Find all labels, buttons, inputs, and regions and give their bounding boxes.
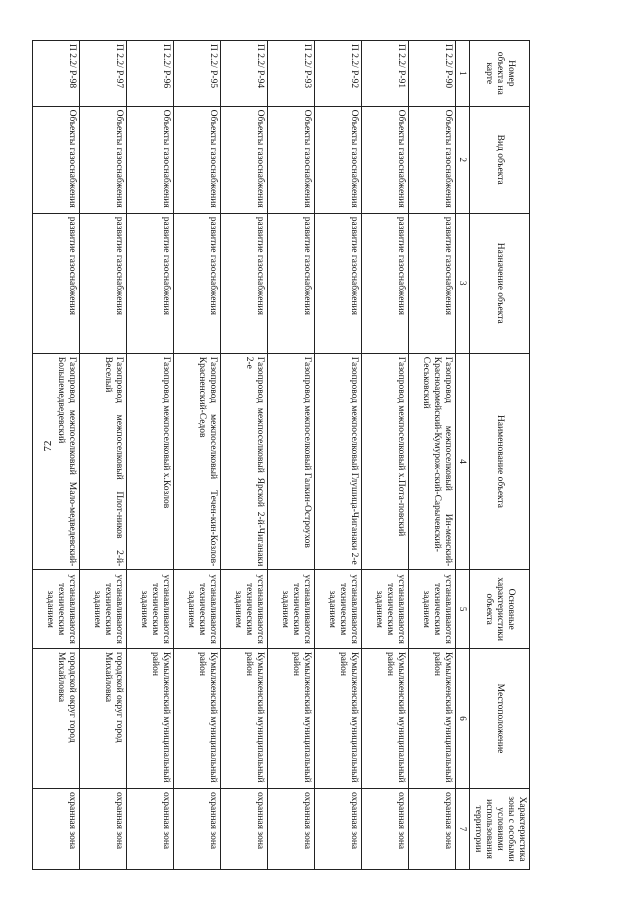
cell-location: Кумылженский муниципальный район — [362, 649, 409, 789]
cell-object-purpose: развитие газоснабжения — [80, 213, 127, 353]
cell-object-characteristics: устанавливаются техническим заданием — [80, 570, 127, 649]
page-number: 72 — [42, 440, 54, 452]
table-row — [127, 41, 174, 870]
cell-location: Кумылженский муниципальный район — [409, 649, 456, 789]
cell-object-characteristics: устанавливаются техническим заданием — [268, 570, 315, 649]
cell-object-name: Газопровод межпоселковый Ин-менский-Красноармейский-Кумурож-ский-Сарычевский-Сеськовский — [409, 353, 456, 570]
table-row — [80, 41, 127, 870]
header-row — [470, 41, 530, 870]
cell-object-purpose: развитие газоснабжения — [315, 213, 362, 353]
cell-zone: охранная зона — [409, 789, 456, 870]
cell-location: городской округ город Михайловка — [80, 649, 127, 789]
cell-zone: охранная зона — [174, 789, 221, 870]
cell-object-characteristics: устанавливаются техническим заданием — [362, 570, 409, 649]
rotated-table-sheet — [38, 40, 530, 870]
cell-object-name: Газопровод межпоселковый х.Пота-повский — [362, 353, 409, 570]
cell-zone: охранная зона — [362, 789, 409, 870]
cell-object-number: П 2.2/ Р-94 — [221, 41, 268, 107]
table-row — [409, 41, 456, 870]
cell-object-kind: Объекты газоснабжения — [174, 106, 221, 213]
cell-location: Кумылженский муниципальный район — [174, 649, 221, 789]
cell-object-purpose: развитие газоснабжения — [33, 213, 80, 353]
header-object-number: Номер объекта на карте — [470, 41, 530, 107]
cell-zone: охранная зона — [221, 789, 268, 870]
cell-object-purpose: развитие газоснабжения — [268, 213, 315, 353]
cell-object-name: Газопровод межпоселковый Глушица-Чиганаки 2-е — [315, 353, 362, 570]
cell-zone: охранная зона — [127, 789, 174, 870]
cell-object-name: Газопровод межпоселковый Ярской 2-й-Чиганаки 2-е — [221, 353, 268, 570]
cell-object-characteristics: устанавливаются техническим заданием — [221, 570, 268, 649]
table-row — [268, 41, 315, 870]
cell-object-name: Газопровод межпоселковый Плот-ников 2-й-Веселый — [80, 353, 127, 570]
cell-object-kind: Объекты газоснабжения — [362, 106, 409, 213]
cell-object-kind: Объекты газоснабжения — [127, 106, 174, 213]
column-number: 2 — [456, 106, 470, 213]
cell-object-number: П 2.2/ Р-92 — [315, 41, 362, 107]
cell-object-name: Газопровод межпоселковый Течен-кин-Козлов-Красненский-Седов — [174, 353, 221, 570]
column-number: 6 — [456, 649, 470, 789]
header-object-kind: Вид объекта — [470, 106, 530, 213]
table-body — [33, 41, 456, 870]
column-number: 1 — [456, 41, 470, 107]
cell-object-number: П 2.2/ Р-97 — [80, 41, 127, 107]
column-number: 7 — [456, 789, 470, 870]
column-number-row — [456, 41, 470, 870]
cell-object-characteristics: устанавливаются техническим заданием — [33, 570, 80, 649]
table-row — [315, 41, 362, 870]
cell-object-number: П 2.2/ Р-96 — [127, 41, 174, 107]
cell-object-name: Газопровод межпоселковый Галкин-Остроухов — [268, 353, 315, 570]
cell-object-purpose: развитие газоснабжения — [409, 213, 456, 353]
cell-object-purpose: развитие газоснабжения — [221, 213, 268, 353]
objects-table — [32, 40, 530, 870]
header-object-name: Наименование объекта — [470, 353, 530, 570]
table-row — [174, 41, 221, 870]
cell-object-kind: Объекты газоснабжения — [268, 106, 315, 213]
cell-object-number: П 2.2/ Р-95 — [174, 41, 221, 107]
column-number: 3 — [456, 213, 470, 353]
header-object-characteristics: Основные характеристики объекта — [470, 570, 530, 649]
cell-object-purpose: развитие газоснабжения — [362, 213, 409, 353]
cell-object-number: П 2.2/ Р-98 — [33, 41, 80, 107]
table-row — [362, 41, 409, 870]
cell-object-purpose: развитие газоснабжения — [127, 213, 174, 353]
cell-zone: охранная зона — [33, 789, 80, 870]
header-location: Местоположение — [470, 649, 530, 789]
cell-object-kind: Объекты газоснабжения — [315, 106, 362, 213]
cell-object-characteristics: устанавливаются техническим заданием — [127, 570, 174, 649]
cell-zone: охранная зона — [80, 789, 127, 870]
cell-location: Кумылженский муниципальный район — [221, 649, 268, 789]
header-zone-characteristic: Характеристика зоны с особыми условиями использования территории — [470, 789, 530, 870]
table-row — [33, 41, 80, 870]
cell-object-number: П 2.2/ Р-91 — [362, 41, 409, 107]
cell-object-kind: Объекты газоснабжения — [33, 106, 80, 213]
table-header — [456, 41, 530, 870]
cell-object-name: Газопровод межпоселковый Мало-медведевский-Большемедведевский — [33, 353, 80, 570]
cell-location: Кумылженский муниципальный район — [315, 649, 362, 789]
cell-zone: охранная зона — [268, 789, 315, 870]
cell-object-kind: Объекты газоснабжения — [221, 106, 268, 213]
column-number: 4 — [456, 353, 470, 570]
cell-zone: охранная зона — [315, 789, 362, 870]
cell-object-number: П 2.2/ Р-90 — [409, 41, 456, 107]
table-row — [221, 41, 268, 870]
cell-object-number: П 2.2/ Р-93 — [268, 41, 315, 107]
column-number: 5 — [456, 570, 470, 649]
cell-object-kind: Объекты газоснабжения — [409, 106, 456, 213]
cell-location: Кумылженский муниципальный район — [268, 649, 315, 789]
cell-location: городской округ город Михайловка — [33, 649, 80, 789]
cell-object-characteristics: устанавливаются техническим заданием — [315, 570, 362, 649]
cell-object-characteristics: устанавливаются техническим заданием — [409, 570, 456, 649]
cell-object-characteristics: устанавливаются техническим заданием — [174, 570, 221, 649]
cell-object-kind: Объекты газоснабжения — [80, 106, 127, 213]
cell-location: Кумылженский муниципальный район — [127, 649, 174, 789]
cell-object-name: Газопровод межпоселковый х.Козлов — [127, 353, 174, 570]
header-object-purpose: Назначение объекта — [470, 213, 530, 353]
cell-object-purpose: развитие газоснабжения — [174, 213, 221, 353]
